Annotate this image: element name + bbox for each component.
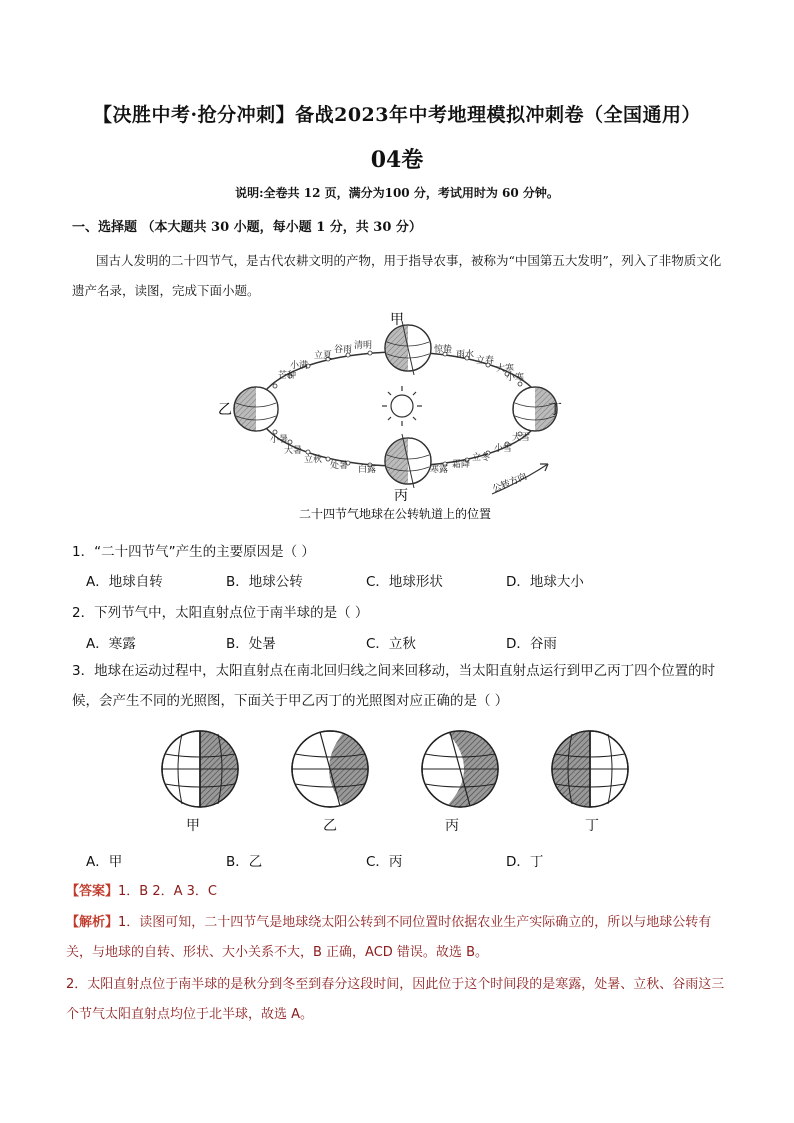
question-3-options xyxy=(86,850,706,870)
diagram-ding xyxy=(552,731,628,807)
term-label: 谷雨 xyxy=(334,345,353,355)
option-b[interactable]: B．处暑 xyxy=(226,636,276,652)
option-a[interactable]: A．地球自转 xyxy=(86,574,163,590)
term-label: 立冬 xyxy=(472,453,491,463)
term-label: 小寒 xyxy=(506,373,525,383)
term-label: 立夏 xyxy=(314,351,333,361)
position-jia-label: 甲 xyxy=(390,312,404,328)
earth-bing xyxy=(385,434,431,488)
term-label: 处暑 xyxy=(330,461,349,471)
term-label: 立春 xyxy=(476,356,495,366)
diagram-jia xyxy=(162,731,238,807)
page-title: 【决胜中考·抢分冲刺】备战2023年中考地理模拟冲刺卷（全国通用） xyxy=(93,104,701,126)
position-ding-label: 丁 xyxy=(548,402,562,418)
option-d[interactable]: D．谷雨 xyxy=(506,636,557,652)
position-bing-label: 丙 xyxy=(394,488,408,504)
direction-label: 公转方向 xyxy=(491,472,529,495)
option-c[interactable]: C．丙 xyxy=(366,854,403,870)
option-a[interactable]: A．甲 xyxy=(86,854,123,870)
term-label: 惊蛰 xyxy=(434,345,453,355)
term-label: 小满 xyxy=(290,361,309,371)
illumination-diagrams xyxy=(140,724,640,834)
question-3: 3．地球在运动过程中，太阳直射点在南北回归线之间来回移动，当太阳直射点运行到甲乙丙丁四个位置的时候，会产生不同的光照图，下面关于甲乙丙丁的光照图对应正确的是（ ） xyxy=(72,663,716,709)
answer-text: 1．B 2．A 3．C xyxy=(118,884,217,899)
intro-paragraph: 国古人发明的二十四节气，是古代农耕文明的产物，用于指导农事，被称为“中国第五大发明”，列入了非物质文化遗产名录，读图，完成下面小题。 xyxy=(72,253,722,298)
option-d[interactable]: D．丁 xyxy=(506,854,544,870)
analysis-text-1: 1．读图可知，二十四节气是地球绕太阳公转到不同位置时依据农业生产实际确立的，所以与地球公转有关，与地球的自转、形状、大小关系不大，B 正确，ACD 错误。故选 B。 xyxy=(66,915,712,960)
term-label: 小雪 xyxy=(494,444,513,454)
section-heading: 一、选择题 （本大题共 30 小题，每小题 1 分，共 30 分） xyxy=(72,220,422,235)
figure-caption: 二十四节气地球在公转轨道上的位置 xyxy=(298,507,492,521)
term-label: 寒露 xyxy=(430,465,449,475)
diagram-label-yi: 乙 xyxy=(323,818,337,834)
term-label: 立秋 xyxy=(304,455,323,465)
term-label: 小暑 xyxy=(270,435,289,445)
option-b[interactable]: B．地球公转 xyxy=(226,574,303,590)
diagram-label-ding: 丁 xyxy=(585,818,599,834)
term-label: 大雪 xyxy=(512,433,531,443)
analysis-paragraph-2: 2．太阳直射点位于南半球的是秋分到冬至到春分这段时间，因此位于这个时间段的是寒露，处暑、立秋、谷雨这三个节气太阳直射点均位于北半球，故选 A。 xyxy=(66,977,725,1022)
term-label: 清明 xyxy=(354,341,373,351)
term-label: 白露 xyxy=(358,465,377,475)
earth-yi xyxy=(234,387,278,431)
term-label: 雨水 xyxy=(456,350,475,360)
diagram-bing xyxy=(422,731,498,807)
question-1-options xyxy=(86,570,706,590)
paper-number: 04卷 xyxy=(370,147,424,173)
answer-label: 【答案】 xyxy=(66,884,119,899)
sun-icon xyxy=(382,386,422,426)
question-2: 2．下列节气中，太阳直射点位于南半球的是（ ） xyxy=(72,605,369,621)
option-c[interactable]: C．地球形状 xyxy=(366,574,443,590)
analysis-label: 【解析】 xyxy=(66,915,119,930)
option-d[interactable]: D．地球大小 xyxy=(506,574,584,590)
earth-jia xyxy=(385,321,431,375)
revolution-direction-arrow xyxy=(491,464,548,495)
question-1: 1．“二十四节气”产生的主要原因是（ ） xyxy=(72,544,315,560)
diagram-label-bing: 丙 xyxy=(445,818,459,834)
diagram-label-jia: 甲 xyxy=(186,818,200,834)
position-yi-label: 乙 xyxy=(218,402,232,418)
option-b[interactable]: B．乙 xyxy=(226,854,263,870)
exam-instructions: 说明:全卷共 12 页，满分为100 分，考试用时为 60 分钟。 xyxy=(235,186,559,200)
question-2-options xyxy=(86,632,706,652)
option-c[interactable]: C．立秋 xyxy=(366,636,416,652)
term-label: 大暑 xyxy=(284,446,303,456)
analysis-paragraph-1 xyxy=(66,908,736,968)
term-label: 芒种 xyxy=(278,371,297,381)
term-label: 大寒 xyxy=(496,364,515,374)
answer-block xyxy=(66,880,217,899)
option-a[interactable]: A．寒露 xyxy=(86,636,136,652)
term-label: 霜降 xyxy=(452,460,471,470)
diagram-yi xyxy=(292,731,369,807)
orbit-diagram xyxy=(218,306,562,528)
